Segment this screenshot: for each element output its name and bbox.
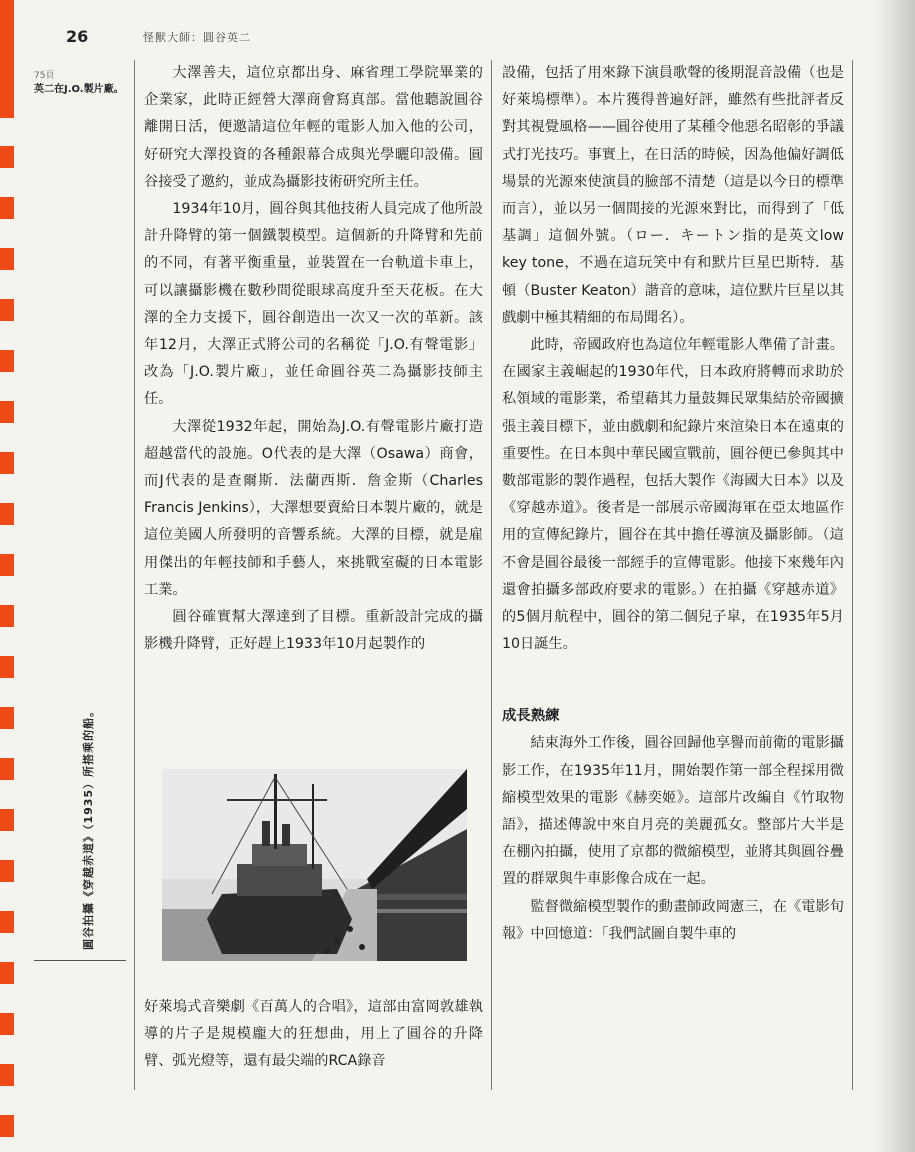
paragraph: 大澤從1932年起，開始為J.O.有聲電影片廠打造超越當代的設施。O代表的是大澤（Osawa）商會，而J代表的是查爾斯．法蘭西斯．詹金斯（Charles Francis Jenkins），大澤想要賣給日本製片廠的，就是這位美國人所發明的音響系統。大澤的目標，就是雇用傑出的年輕技師和手藝人，來挑戰室礙的日本電影工業。 [144,418,483,598]
page-edge-shadow [875,0,915,1152]
thumb-index-tab [0,1064,14,1086]
thumb-index-tab [0,656,14,678]
thumb-index-tab [0,860,14,882]
right-column [502,60,844,948]
paragraph: 1934年10月，圓谷與其他技術人員完成了他所設計升降臂的第一個鐵製模型。這個新的升降臂和先前的不同，有著平衡重量，並裝置在一台軌道卡車上，可以讓攝影機在數秒間從眼球高度升至天花板。在大澤的全力支援下，圓谷創造出一次又一次的革新。該年12月，大澤正式將公司的名稱從「J.O.有聲電影」改為「J.O.製片廠」，並任命圓谷英二為攝影技師主任。 [144,201,483,408]
thumb-index-tab [0,605,14,627]
thumb-index-tab [0,1115,14,1137]
paragraph: 大澤善夫，這位京都出身、麻省理工學院畢業的企業家，此時正經營大澤商會寫真部。當他聽說圓谷離開日活，便邀請這位年輕的電影人加入他的公司，好研究大澤投資的各種銀幕合成與光學曬印設備。圓谷接受了邀約，並成為攝影技術研究所主任。 [144,65,483,190]
paragraph: 圓谷確實幫大澤達到了目標。重新設計完成的攝影機升降臂，正好趕上1933年10月起製作的 [144,609,483,653]
left-column-lower [144,994,483,1076]
thumb-index-tab [0,707,14,729]
thumb-index-tab [0,401,14,423]
page-number: 26 [66,27,89,46]
center-column-rule [491,60,492,1090]
thumb-index-bar [0,0,14,118]
thumb-index-tab [0,146,14,168]
thumb-index-tab [0,554,14,576]
thumb-index-tab [0,911,14,933]
thumb-index-tab [0,1013,14,1035]
margin-note-text: 英二在J.O.製片廠。 [34,84,124,95]
thumb-index-tab [0,809,14,831]
ship-photograph [162,769,467,961]
thumb-index-tab [0,248,14,270]
thumb-index-tab [0,758,14,780]
running-head: 怪獸大師：圓谷英二 [143,31,251,44]
thumb-index-tab [0,503,14,525]
thumb-index-tab [0,350,14,372]
paragraph: 結束海外工作後，圓谷回歸他享譽而前衛的電影攝影工作，在1935年11月，開始製作第一部全程採用微縮模型效果的電影《赫奕姬》。這部片改編自《竹取物語》，描述傳說中來自月亮的美麗孤女。整部片大半是在棚內拍攝，使用了京都的微縮模型，並將其與圓谷疊置的群眾與牛車影像合成在一起。 [502,735,844,888]
margin-note-ref: 75頁 [34,71,55,81]
thumb-index-tab [0,197,14,219]
caption-rule [34,960,126,961]
left-column-rule [134,60,135,1090]
paragraph: 好萊塢式音樂劇《百萬人的合唱》，這部由富岡敦雄執導的片子是規模龐大的狂想曲，用上了圓谷的升降臂、弧光燈等，還有最尖端的RCA錄音 [144,999,483,1070]
figure-caption: 圓谷拍攝《穿越赤道》（1935）所搭乘的船。 [82,704,95,950]
paragraph: 此時，帝國政府也為這位年輕電影人準備了計畫。在國家主義崛起的1930年代，日本政府將轉而求助於私領域的電影業，希望藉其力量鼓舞民眾集結於帝國擴張主義目標下，並由戲劇和紀錄片來渲染日本在遠東的重要性。在日本與中華民國宣戰前，圓谷便已參與其中數部電影的製作過程，包括大製作《海國大日本》以及《穿越赤道》。後者是一部展示帝國海軍在亞太地區作用的宣傳紀錄片，圓谷在其中擔任導演及攝影師。（這不會是圓谷最後一部經手的宣傳電影。他接下來幾年內還會拍攝多部政府要求的電影。）在拍攝《穿越赤道》的5個月航程中，圓谷的第二個兒子皐，在1935年5月10日誕生。 [502,337,844,653]
section-heading: 成長熟練 [502,708,560,725]
right-column-rule [852,60,853,1090]
paragraph: 設備，包括了用來錄下演員歌聲的後期混音設備（也是好萊塢標準）。本片獲得普遍好評，雖然有些批評者反對其視覺風格——圓谷使用了某種令他惡名昭彰的爭議式打光技巧。事實上，在日活的時候，因為他偏好調低場景的光源來使演員的臉部不清楚（這是以今日的標準而言），並以另一個間接的光源來對比，而得到了「低基調」這個外號。（ロー．キートン指的是英文low key tone，不過在這玩笑中有和默片巨星巴斯特．基頓（Buster Keaton）諧音的意味，這位默片巨星以其戲劇中極其精細的布局聞名）。 [502,65,844,326]
thumb-index-tab [0,452,14,474]
paragraph: 監督微縮模型製作的動畫師政岡憲三，在《電影旬報》中回憶道：「我們試圖自製牛車的 [502,898,844,942]
thumb-index-tab [0,962,14,984]
thumb-index-tab [0,299,14,321]
left-column-upper [144,60,483,658]
